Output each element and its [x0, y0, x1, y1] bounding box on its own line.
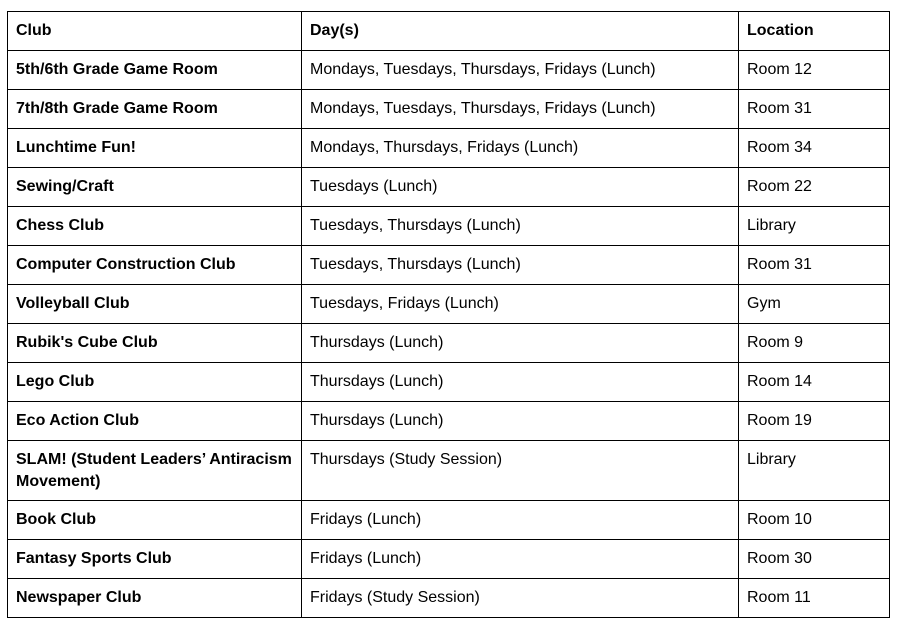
table-row [8, 129, 890, 168]
club-name-cell: Lunchtime Fun! [8, 129, 302, 168]
table-row [8, 285, 890, 324]
days-cell: Tuesdays, Fridays (Lunch) [302, 285, 739, 324]
club-name-cell: Volleyball Club [8, 285, 302, 324]
table-row [8, 441, 890, 501]
location-cell: Room 31 [739, 246, 890, 285]
header-days: Day(s) [302, 12, 739, 51]
club-name-cell: Chess Club [8, 207, 302, 246]
club-name-cell: Sewing/Craft [8, 168, 302, 207]
table-row [8, 246, 890, 285]
club-name-cell: Eco Action Club [8, 402, 302, 441]
table-row [8, 207, 890, 246]
table-row [8, 51, 890, 90]
table-row [8, 501, 890, 540]
location-cell: Library [739, 441, 890, 501]
table-row [8, 90, 890, 129]
club-name-cell: 5th/6th Grade Game Room [8, 51, 302, 90]
header-location: Location [739, 12, 890, 51]
club-name-cell: Rubik's Cube Club [8, 324, 302, 363]
location-cell: Gym [739, 285, 890, 324]
location-cell: Room 22 [739, 168, 890, 207]
header-row [8, 12, 890, 51]
days-cell: Tuesdays, Thursdays (Lunch) [302, 246, 739, 285]
table-row [8, 363, 890, 402]
location-cell: Room 10 [739, 501, 890, 540]
club-name-cell: 7th/8th Grade Game Room [8, 90, 302, 129]
header-club: Club [8, 12, 302, 51]
days-cell: Fridays (Lunch) [302, 501, 739, 540]
club-name-cell: Newspaper Club [8, 579, 302, 618]
table-row [8, 579, 890, 618]
club-name-cell: Fantasy Sports Club [8, 540, 302, 579]
days-cell: Mondays, Tuesdays, Thursdays, Fridays (Lunch) [302, 90, 739, 129]
days-cell: Mondays, Tuesdays, Thursdays, Fridays (Lunch) [302, 51, 739, 90]
location-cell: Room 14 [739, 363, 890, 402]
table-row [8, 540, 890, 579]
location-cell: Room 11 [739, 579, 890, 618]
location-cell: Library [739, 207, 890, 246]
location-cell: Room 34 [739, 129, 890, 168]
days-cell: Tuesdays (Lunch) [302, 168, 739, 207]
table-row [8, 168, 890, 207]
days-cell: Thursdays (Lunch) [302, 363, 739, 402]
days-cell: Fridays (Lunch) [302, 540, 739, 579]
clubs-table [7, 11, 890, 618]
days-cell: Thursdays (Lunch) [302, 402, 739, 441]
table-row [8, 324, 890, 363]
days-cell: Fridays (Study Session) [302, 579, 739, 618]
location-cell: Room 9 [739, 324, 890, 363]
days-cell: Thursdays (Lunch) [302, 324, 739, 363]
club-name-cell: Lego Club [8, 363, 302, 402]
club-name-cell: Book Club [8, 501, 302, 540]
location-cell: Room 19 [739, 402, 890, 441]
days-cell: Mondays, Thursdays, Fridays (Lunch) [302, 129, 739, 168]
club-name-cell: SLAM! (Student Leaders’ Antiracism Movement) [8, 441, 302, 501]
days-cell: Tuesdays, Thursdays (Lunch) [302, 207, 739, 246]
days-cell: Thursdays (Study Session) [302, 441, 739, 501]
location-cell: Room 12 [739, 51, 890, 90]
location-cell: Room 31 [739, 90, 890, 129]
club-name-cell: Computer Construction Club [8, 246, 302, 285]
location-cell: Room 30 [739, 540, 890, 579]
table-row [8, 402, 890, 441]
